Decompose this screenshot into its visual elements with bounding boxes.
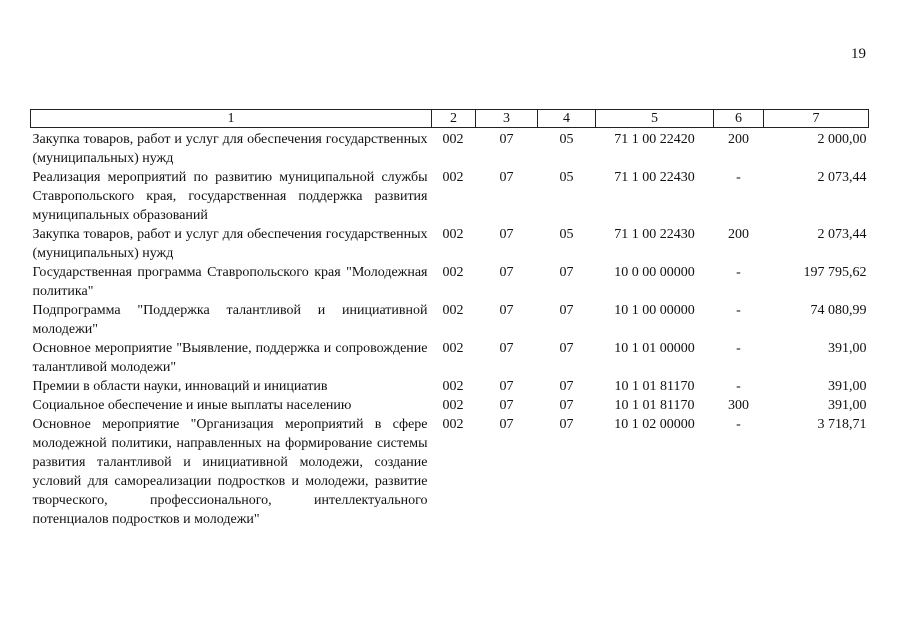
row-sum: 74 080,99 [810, 303, 867, 318]
row-description: Подпрограмма "Поддержка талантливой и инициативной молодежи" [32, 303, 428, 337]
table-row [31, 339, 869, 377]
row-expense-type: 200 [728, 227, 749, 242]
table-row [31, 301, 869, 339]
column-header-type: 6 [714, 110, 764, 128]
row-description: Закупка товаров, работ и услуг для обеспечения государственных (муниципальных) нужд [32, 227, 428, 261]
row-description: Реализация мероприятий по развитию муниципальной службы Ставропольского края, государственная поддержка развития муниципальных образований [32, 170, 428, 223]
table-row [31, 168, 869, 225]
row-subsection-code: 05 [559, 132, 574, 147]
row-expense-type: - [736, 341, 741, 356]
row-sum: 391,00 [828, 341, 867, 356]
row-expense-type: - [736, 265, 741, 280]
row-sum: 391,00 [828, 379, 867, 394]
row-ministry-code: 002 [442, 170, 464, 185]
row-expense-type: 200 [728, 132, 749, 147]
row-subsection-code: 07 [559, 379, 574, 394]
row-section-code: 07 [499, 265, 514, 280]
row-expense-type: - [736, 379, 741, 394]
row-target-code: 71 1 00 22430 [614, 170, 695, 185]
row-ministry-code: 002 [442, 417, 464, 432]
row-subsection-code: 07 [559, 417, 574, 432]
row-ministry-code: 002 [442, 398, 464, 413]
table-row [31, 396, 869, 415]
row-expense-type: 300 [728, 398, 749, 413]
row-expense-type: - [736, 170, 741, 185]
table-header-row [31, 110, 869, 128]
column-header-section: 3 [476, 110, 538, 128]
row-section-code: 07 [499, 303, 514, 318]
row-section-code: 07 [499, 132, 514, 147]
row-target-code: 71 1 00 22430 [614, 227, 695, 242]
column-header-subsection: 4 [538, 110, 596, 128]
budget-table [30, 109, 869, 529]
row-description: Закупка товаров, работ и услуг для обеспечения государственных (муниципальных) нужд [32, 132, 428, 166]
table-row [31, 225, 869, 263]
table-row [31, 377, 869, 396]
row-section-code: 07 [499, 227, 514, 242]
row-subsection-code: 07 [559, 303, 574, 318]
row-ministry-code: 002 [442, 303, 464, 318]
row-sum: 3 718,71 [817, 417, 867, 432]
row-target-code: 10 1 02 00000 [614, 417, 695, 432]
row-target-code: 71 1 00 22420 [614, 132, 695, 147]
row-description: Государственная программа Ставропольского края "Молодежная политика" [32, 265, 428, 299]
row-section-code: 07 [499, 417, 514, 432]
table-row [31, 128, 869, 169]
row-target-code: 10 1 01 00000 [614, 341, 695, 356]
column-header-sum: 7 [764, 110, 869, 128]
row-target-code: 10 0 00 00000 [614, 265, 695, 280]
column-header-description: 1 [31, 110, 432, 128]
row-subsection-code: 05 [559, 227, 574, 242]
row-expense-type: - [736, 303, 741, 318]
row-description: Социальное обеспечение и иные выплаты населению [32, 398, 352, 413]
row-section-code: 07 [499, 170, 514, 185]
row-ministry-code: 002 [442, 379, 464, 394]
row-description: Основное мероприятие "Выявление, поддержка и сопровождение талантливой молодежи" [32, 341, 428, 375]
row-sum: 2 000,00 [817, 132, 867, 147]
row-ministry-code: 002 [442, 132, 464, 147]
row-description: Основное мероприятие "Организация мероприятий в сфере молодежной политики, направленных на формирование системы развития талантливой и инициативной молодежи, создание условий для самореализации подростков и молодежи, развитие творческого, профессионального, интеллектуального потенциалов подростков и молодежи" [32, 417, 428, 527]
row-subsection-code: 07 [559, 265, 574, 280]
row-expense-type: - [736, 417, 741, 432]
row-section-code: 07 [499, 398, 514, 413]
row-subsection-code: 05 [559, 170, 574, 185]
row-sum: 197 795,62 [803, 265, 867, 280]
column-header-ministry: 2 [432, 110, 476, 128]
row-target-code: 10 1 01 81170 [614, 398, 695, 413]
page-number: 19 [851, 46, 866, 62]
row-target-code: 10 1 01 81170 [614, 379, 695, 394]
row-section-code: 07 [499, 341, 514, 356]
row-sum: 391,00 [828, 398, 867, 413]
table-row [31, 263, 869, 301]
table-row [31, 415, 869, 529]
row-description: Премии в области науки, инноваций и инициатив [32, 379, 328, 394]
column-header-target: 5 [596, 110, 714, 128]
row-sum: 2 073,44 [817, 170, 867, 185]
row-target-code: 10 1 00 00000 [614, 303, 695, 318]
row-ministry-code: 002 [442, 341, 464, 356]
row-ministry-code: 002 [442, 227, 464, 242]
row-subsection-code: 07 [559, 341, 574, 356]
row-sum: 2 073,44 [817, 227, 867, 242]
row-section-code: 07 [499, 379, 514, 394]
row-subsection-code: 07 [559, 398, 574, 413]
row-ministry-code: 002 [442, 265, 464, 280]
